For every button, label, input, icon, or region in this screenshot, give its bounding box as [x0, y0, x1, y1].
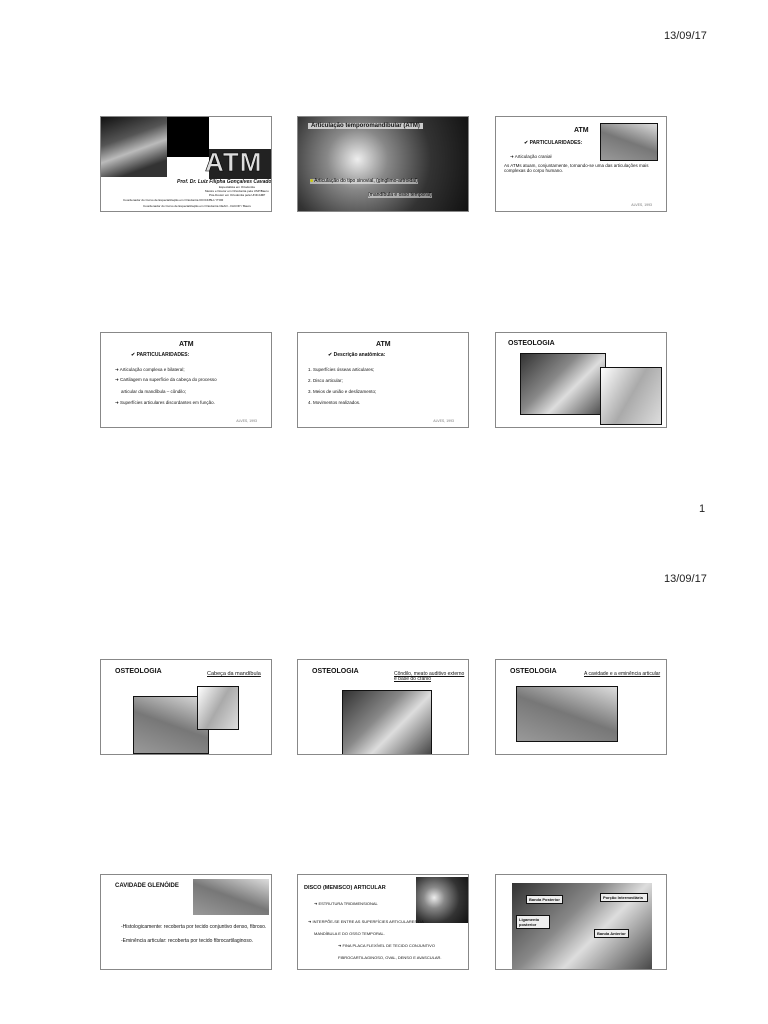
slide-caption: Cabeça da mandíbula [207, 671, 261, 677]
slide-title: OSTEOLOGIA [312, 668, 359, 675]
slide-footer: ALVES, 1993 [631, 203, 652, 207]
slide-list-item: 3. Meios de união e deslizamento; [308, 389, 377, 394]
slide-image [416, 877, 468, 923]
page-number: 1 [699, 503, 706, 515]
slide-text: -Eminência articular: recoberta por tecido fibrocartilaginoso. [121, 938, 254, 944]
page-date: 13/09/17 [664, 30, 707, 42]
slide-list-item: ➜ Cartilagem na superfície da cabeça do processo [115, 377, 217, 382]
slide-thumbnail-2 [297, 116, 469, 212]
slide-text: FIBROCARTILAGINOSO, OVAL, DENSO E AVASCULAR. [338, 955, 442, 960]
slide-list-item: articular da mandíbula – côndilo; [121, 389, 187, 394]
slide-image [193, 879, 269, 915]
slide-list-text: Cartilagem na superfície da cabeça do processo [120, 377, 217, 382]
slide-text: ➜ ESTRUTURA TRIDIMENSIONAL [314, 901, 378, 906]
slide-thumbnail-11 [297, 874, 469, 970]
slide-text-line: FINA PLACA FLEXÍVEL DE TECIDO CONJUNTIVO [342, 943, 435, 948]
slide-image [516, 686, 618, 742]
page-date: 13/09/17 [664, 573, 707, 585]
slide-thumbnail-7 [100, 659, 272, 755]
slide-title: ATM [205, 147, 263, 177]
slide-text: ➜ FINA PLACA FLEXÍVEL DE TECIDO CONJUNTIVO [338, 943, 435, 948]
slide-text: Pós-Doutor em Ortodontia pela UNICAMP [209, 193, 266, 197]
slide-list-item: 2. Disco articular; [308, 378, 343, 383]
slide-text: ➜ Articulação craniał [510, 154, 552, 159]
slide-image [520, 353, 606, 415]
slide-footer: ALVES, 1993 [433, 419, 454, 423]
slide-label: Ligamento posterior [516, 915, 550, 929]
slide-thumbnail-9 [495, 659, 667, 755]
slide-label: Porção Intermediária [600, 893, 648, 902]
slide-thumbnail-5 [297, 332, 469, 428]
slide-thumbnail-10 [100, 874, 272, 970]
slide-banner [167, 117, 209, 157]
slide-caption: Côndilo, meato auditivo externo e base do crânio [394, 671, 465, 682]
slide-heading-text: PARTICULARIDADES: [529, 140, 583, 146]
slide-title: Articulação temporomandibular (ATM) [308, 123, 423, 129]
slide-thumbnail-12 [495, 874, 667, 970]
slide-caption: A cavidade e a eminência articular [584, 671, 661, 677]
slide-list-text: Articulação complexa e bilateral; [119, 367, 185, 372]
slide-title: CAVIDADE GLENÓIDE [115, 883, 179, 889]
slide-text-line: INTERPÕE-SE ENTRE AS SUPERFÍCIES ARTICULARES DA [312, 919, 424, 924]
slide-image [197, 686, 239, 730]
slide-list-item: ➜ Articulação complexa e bilateral; [115, 367, 185, 372]
slide-heading: ✔ PARTICULARIDADES: [524, 140, 583, 146]
slide-title: OSTEOLOGIA [508, 340, 555, 347]
slide-text: Especialista em Ortodontia [219, 185, 255, 189]
slide-label: Banda Posterior [526, 895, 563, 904]
slide-title: OSTEOLOGIA [510, 668, 557, 675]
slide-list-text: Superfícies articulares discordantes em função. [120, 400, 215, 405]
slide-thumbnail-3 [495, 116, 667, 212]
slide-heading: ✔ PARTICULARIDADES: [131, 352, 190, 358]
slide-thumbnail-6 [495, 332, 667, 428]
slide-title: ATM [376, 341, 391, 348]
slide-list-item: 4. Movimentos realizados. [308, 400, 361, 405]
slide-bullet: ■ Articulação do tipo sinovial, (ginglimo-artroidal) [310, 178, 418, 184]
slide-title: DISCO (MENISCO) ARTICULAR [304, 885, 386, 891]
slide-thumbnail-4 [100, 332, 272, 428]
slide-title: ATM [179, 341, 194, 348]
slide-image [101, 117, 167, 177]
slide-text: Coordenador do Curso de Especialização em Ortodontia IOOCF/BH / ITOR [123, 198, 224, 202]
slide-author: Prof. Dr. Luiz Filipha Gonçalves Cavado [177, 179, 272, 185]
slide-text-line: ESTRUTURA TRIDIMENSIONAL [318, 901, 378, 906]
slide-thumbnail-1 [100, 116, 272, 212]
slide-sub-text: Articulação craniał [514, 154, 552, 159]
slide-text: ➜ INTERPÕE-SE ENTRE AS SUPERFÍCIES ARTICULARES DA [308, 919, 424, 924]
slide-list-item: 1. Superfícies ósseas articulares; [308, 367, 375, 372]
slide-text: (mandíbula e osso temporal) [368, 192, 432, 198]
slide-image [600, 367, 662, 425]
slide-footer: ALVES, 1993 [236, 419, 257, 423]
slide-list-item: ➜ Superfícies articulares discordantes em função. [115, 400, 215, 405]
slide-heading-text: PARTICULARIDADES: [136, 352, 190, 358]
slide-image [342, 690, 432, 755]
slide-image [600, 123, 658, 161]
slide-text: Coordenador do Curso de Especialização em Ortodontia CEAO - FACOP / Bauru [143, 204, 251, 208]
slide-thumbnail-8 [297, 659, 469, 755]
slide-text: As ATMs atuam, conjuntamente, tornando-se uma das articulações mais complexas do corpo humano. [504, 163, 649, 173]
slide-title: ATM [574, 127, 589, 134]
slide-label: Banda Anterior [594, 929, 629, 938]
slide-heading-text: Descrição anatômica: [333, 352, 386, 358]
slide-title: OSTEOLOGIA [115, 668, 162, 675]
slide-text: Mestre e Doutor em Ortodontia pela USP/Bauru [205, 189, 269, 193]
slide-bullet-text: Articulação do tipo sinovial, (ginglimo-artroidal) [314, 178, 418, 184]
slide-text: -Histologicamente: recoberta por tecido conjuntivo denso, fibroso. [121, 924, 267, 930]
slide-text: MANDÍBULA E DO OSSO TEMPORAL. [314, 931, 385, 936]
slide-heading: ✔ Descrição anatômica: [328, 352, 386, 358]
